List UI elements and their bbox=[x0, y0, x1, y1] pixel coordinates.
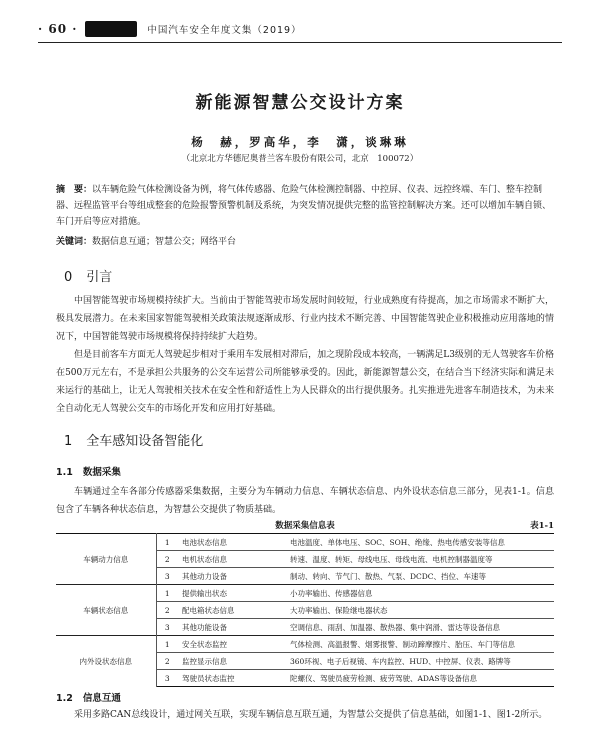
subsection-number: 1.2 bbox=[56, 693, 73, 704]
table-cell-index: 3 bbox=[156, 670, 178, 687]
table-row bbox=[56, 585, 554, 602]
table-row bbox=[56, 534, 554, 551]
table-cell-index: 2 bbox=[156, 653, 178, 670]
table-cell-index: 1 bbox=[156, 534, 178, 551]
table-caption bbox=[56, 519, 554, 533]
subsection-title: 数据采集 bbox=[82, 467, 121, 478]
table-row bbox=[56, 636, 554, 653]
section-title: 引言 bbox=[86, 270, 113, 285]
table-cell-detail: 大功率输出、保险继电器状态 bbox=[286, 602, 554, 619]
header-rule bbox=[38, 42, 562, 43]
table-cell-item: 安全状态监控 bbox=[178, 636, 286, 653]
table-cell-item: 电机状态信息 bbox=[178, 551, 286, 568]
subsection-heading-1-2 bbox=[56, 690, 121, 704]
keywords bbox=[56, 234, 556, 250]
table-cell-detail: 转速、温度、转矩、母线电压、母线电流、电机控制器温度等 bbox=[286, 551, 554, 568]
table-cell-item: 其他动力设备 bbox=[178, 568, 286, 585]
abstract-label: 摘 要： bbox=[56, 185, 93, 195]
paper-title: 新能源智慧公交设计方案 bbox=[195, 93, 405, 113]
paragraph-data-collection: 车辆通过全车各部分传感器采集数据，主要分为车辆动力信息、车辆状态信息、内外设状态信息三部分，见表1-1。信息包含了车辆各种状态信息，为智慧公交提供了物质基础。 bbox=[56, 487, 554, 515]
journal-title: 中国汽车安全年度文集（2019） bbox=[147, 25, 302, 36]
subsection-title: 信息互通 bbox=[82, 693, 121, 704]
table-cell-detail: 360环视、电子后视镜、车内监控、HUD、中控屏、仪表、路牌等 bbox=[286, 653, 554, 670]
table-cell-index: 3 bbox=[156, 568, 178, 585]
table-group-label: 车辆动力信息 bbox=[56, 534, 156, 585]
table-cell-detail: 小功率输出、传感器信息 bbox=[286, 585, 554, 602]
table-number: 表1-1 bbox=[530, 521, 554, 531]
table-cell-item: 驾驶员状态监控 bbox=[178, 670, 286, 687]
table-cell-index: 3 bbox=[156, 619, 178, 636]
table-cell-detail: 制动、转向、节气门、散热、气泵、DCDC、挡位、车速等 bbox=[286, 568, 554, 585]
author-list: 杨 赫，罗高华，李 潇，谈琳琳 bbox=[191, 135, 409, 149]
journal-logo bbox=[85, 21, 137, 37]
abstract bbox=[56, 182, 556, 230]
keywords-label: 关键词： bbox=[56, 237, 93, 247]
table-cell-index: 2 bbox=[156, 551, 178, 568]
paragraph-intro-2: 但是目前客车方面无人驾驶起步相对于乘用车发展相对滞后，加之现阶段成本较高，一辆满足L3级别的无人驾驶客车价格在500万元左右，不是承担公共服务的公交车运营公司所能够承受的。因此，新能源智慧公交，在结合当下经济实际和满足未来运行的基础上，让无人驾驶相关技术在安全性和舒适性上为人民群众的出行提供服务。扎实推进先进客车制造技术，为未来全自动化无人驾驶公交车的市场化开发和应用打好基础。 bbox=[56, 350, 554, 414]
table-cell-detail: 空调信息、雨刮、加温器、散热器、集中润滑、雷达等设备信息 bbox=[286, 619, 554, 636]
table-cell-item: 其他功能设备 bbox=[178, 619, 286, 636]
subsection-heading-1-1 bbox=[56, 464, 121, 478]
table-cell-item: 提供输出状态 bbox=[178, 585, 286, 602]
page-number: · 60 · bbox=[38, 22, 78, 36]
section-title: 全车感知设备智能化 bbox=[86, 434, 204, 449]
table-group-label: 车辆状态信息 bbox=[56, 585, 156, 636]
affiliation: （北京北方华德尼奥普兰客车股份有限公司，北京 100072） bbox=[181, 154, 419, 164]
table-cell-detail: 电池温度、单体电压、SOC、SOH、绝缘、热电传感安装等信息 bbox=[286, 534, 554, 551]
table-cell-detail: 陀螺仪、驾驶员疲劳检测、疲劳驾驶、ADAS等设备信息 bbox=[286, 670, 554, 687]
table-cell-detail: 气体检测、高温报警、烟雾报警、制动蹄摩擦片、胎压、车门等信息 bbox=[286, 636, 554, 653]
running-header bbox=[38, 18, 562, 40]
section-number: 1 bbox=[64, 434, 73, 449]
table-cell-index: 2 bbox=[156, 602, 178, 619]
table-group-label: 内外设状态信息 bbox=[56, 636, 156, 687]
table-cell-index: 1 bbox=[156, 636, 178, 653]
table-cell-item: 电池状态信息 bbox=[178, 534, 286, 551]
paragraph-info-exchange: 采用多路CAN总线设计，通过网关互联，实现车辆信息互联互通，为智慧公交提供了信息基础，如图1-1、图1-2所示。 bbox=[74, 710, 548, 720]
section-heading-1 bbox=[64, 430, 203, 449]
table-title: 数据采集信息表 bbox=[275, 521, 335, 531]
data-collection-table bbox=[56, 533, 554, 687]
abstract-text: 以车辆危险气体检测设备为例，将气体传感器、危险气体检测控制器、中控屏、仪表、远控终端、车门、整车控制器、远程监管平台等组成整套的危险报警预警机制及系统，为突发情况提供完整的监管控制解决方案。还可以增加车辆自锁、车门开启等应对措施。 bbox=[56, 185, 552, 227]
paragraph-intro-1: 中国智能驾驶市场规模持续扩大。当前由于智能驾驶市场发展时间较短，行业成熟度有待提高，加之市场需求不断扩大，极具发展潜力。在未来国家智能驾驶相关政策法规逐渐成形、行业内技术不断完善、中国智能驾驶企业积极推动应用落地的情况下，中国智能驾驶市场规模将保持持续扩大趋势。 bbox=[56, 296, 554, 342]
table-cell-item: 监控显示信息 bbox=[178, 653, 286, 670]
table-cell-index: 1 bbox=[156, 585, 178, 602]
keywords-text: 数据信息互通；智慧公交；网络平台 bbox=[92, 237, 237, 247]
table-cell-item: 配电箱状态信息 bbox=[178, 602, 286, 619]
section-heading-intro bbox=[64, 266, 112, 285]
section-number: 0 bbox=[64, 270, 73, 285]
subsection-number: 1.1 bbox=[56, 467, 73, 478]
